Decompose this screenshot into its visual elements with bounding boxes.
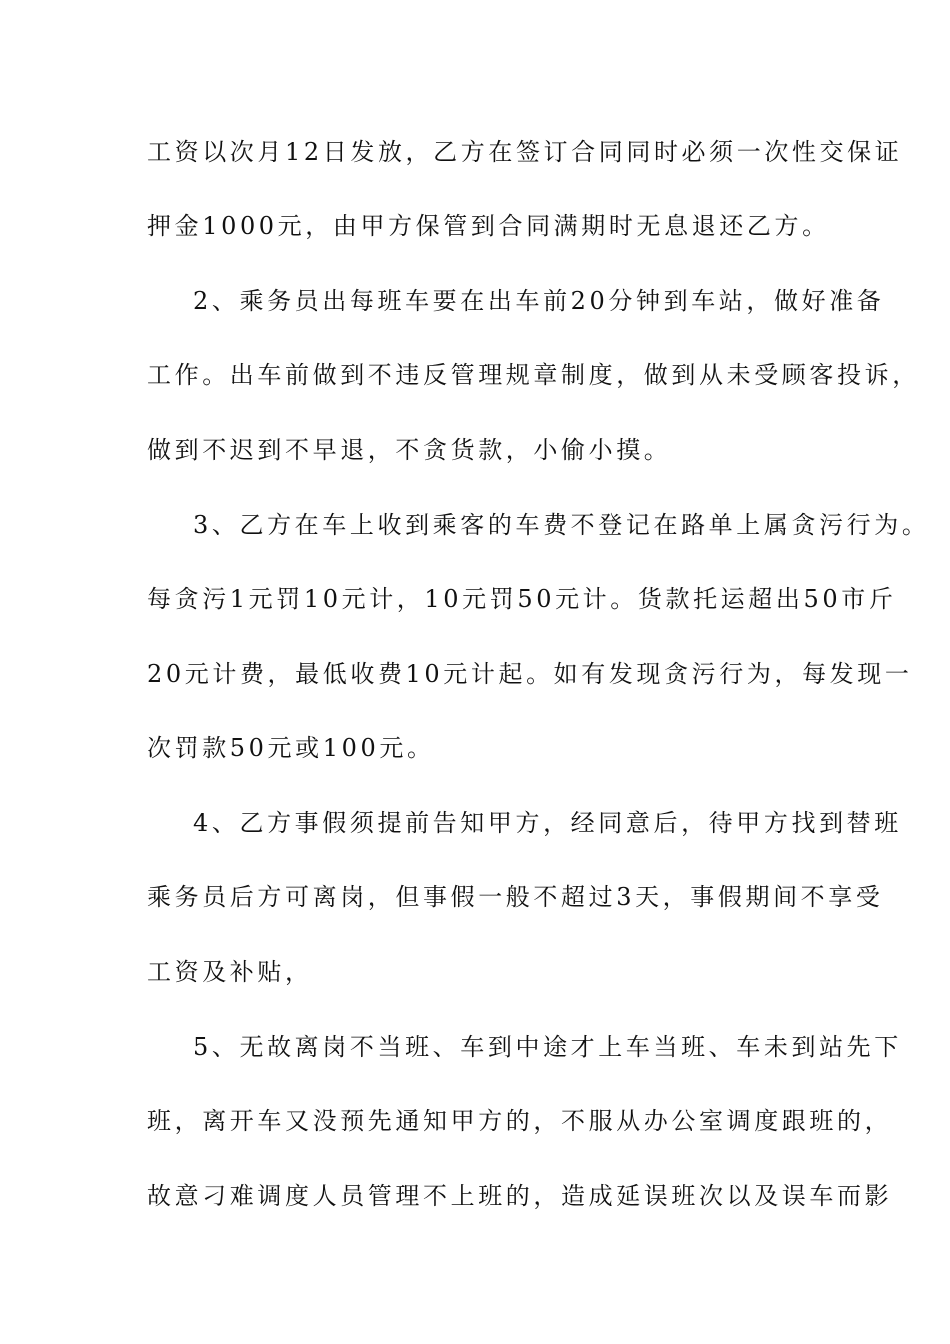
text-line: 20元计费，最低收费10元计起。如有发现贪污行为，每发现一	[147, 660, 913, 688]
text-line: 工作。出车前做到不违反管理规章制度，做到从未受顾客投诉，	[147, 361, 920, 389]
paragraph-4-start: 4、乙方事假须提前告知甲方，经同意后，待甲方找到替班	[193, 809, 902, 837]
text-line: 做到不迟到不早退，不贪货款，小偷小摸。	[147, 436, 672, 464]
text-line: 班，离开车又没预先通知甲方的，不服从办公室调度跟班的，	[147, 1107, 893, 1135]
text-line: 工资以次月12日发放，乙方在签订合同同时必须一次性交保证	[147, 138, 903, 166]
text-line: 工资及补贴，	[147, 958, 313, 986]
paragraph-2-start: 2、乘务员出每班车要在出车前20分钟到车站，做好准备	[193, 287, 885, 315]
text-line: 乘务员后方可离岗，但事假一般不超过3天，事假期间不享受	[147, 883, 884, 911]
text-line: 押金1000元，由甲方保管到合同满期时无息退还乙方。	[147, 212, 830, 240]
paragraph-5-start: 5、无故离岗不当班、车到中途才上车当班、车未到站先下	[193, 1033, 902, 1061]
text-line: 故意刁难调度人员管理不上班的，造成延误班次以及误车而影	[147, 1182, 893, 1210]
text-line: 次罚款50元或100元。	[147, 734, 435, 762]
paragraph-3-start: 3、乙方在车上收到乘客的车费不登记在路单上属贪污行为。	[193, 511, 930, 539]
text-line: 每贪污1元罚10元计，10元罚50元计。货款托运超出50市斤	[147, 585, 897, 613]
